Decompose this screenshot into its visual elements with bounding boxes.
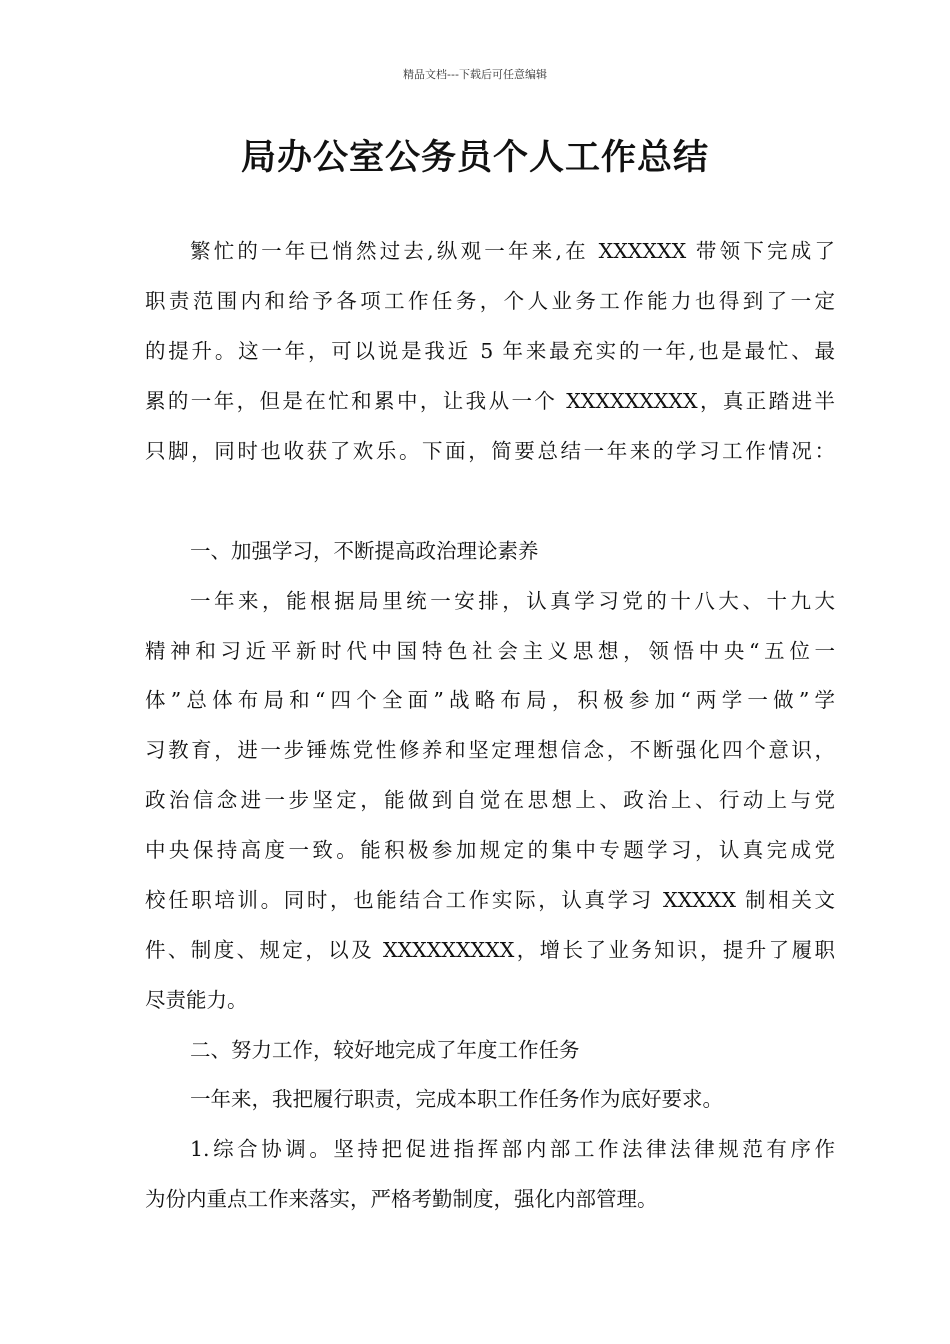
paragraph-line: 尽责能力。	[145, 988, 248, 1012]
paragraph-line: 校任职培训。同时，也能结合工作实际，认真学习 XXXXX 制相关文	[145, 888, 835, 912]
section-heading: 一、加强学习，不断提高政治理论素养	[190, 539, 539, 563]
paragraph-line: 一年来，我把履行职责，完成本职工作任务作为底好要求。	[190, 1087, 723, 1111]
paragraph-line: 的提升。这一年，可以说是我近 5 年来最充实的一年,也是最忙、最	[145, 339, 835, 363]
paragraph-line: 中央保持高度一致。能积极参加规定的集中专题学习，认真完成党	[145, 838, 835, 862]
paragraph-line: 累的一年，但是在忙和累中，让我从一个 XXXXXXXXX，真正踏进半	[145, 389, 835, 413]
paragraph-line: 为份内重点工作来落实，严格考勤制度，强化内部管理。	[145, 1187, 658, 1211]
section-heading: 二、努力工作，较好地完成了年度工作任务	[190, 1038, 580, 1062]
paragraph-line: 精神和习近平新时代中国特色社会主义思想，领悟中央“五位一	[145, 639, 835, 663]
paragraph-line: 繁忙的一年已悄然过去,纵观一年来,在 XXXXXX 带领下完成了	[190, 239, 835, 263]
paragraph-line: 政治信念进一步坚定，能做到自觉在思想上、政治上、行动上与党	[145, 788, 835, 812]
paragraph-line: 体”总体布局和“四个全面”战略布局，积极参加“两学一做”学	[145, 688, 835, 712]
paragraph-line: 1.综合协调。坚持把促进指挥部内部工作法律法律规范有序作	[190, 1137, 835, 1161]
paragraph-line: 一年来，能根据局里统一安排，认真学习党的十八大、十九大	[190, 589, 835, 613]
paragraph-line: 习教育，进一步锤炼党性修养和坚定理想信念，不断强化四个意识，	[145, 738, 835, 762]
paragraph-line: 职责范围内和给予各项工作任务，个人业务工作能力也得到了一定	[145, 289, 835, 313]
document-title: 局办公室公务员个人工作总结	[240, 138, 709, 178]
header-note: 精品文档---下载后可任意编辑	[403, 68, 547, 81]
paragraph-line: 只脚，同时也收获了欢乐。下面，简要总结一年来的学习工作情况：	[145, 439, 835, 463]
paragraph-line: 件、制度、规定，以及 XXXXXXXXX，增长了业务知识，提升了履职	[145, 938, 835, 962]
